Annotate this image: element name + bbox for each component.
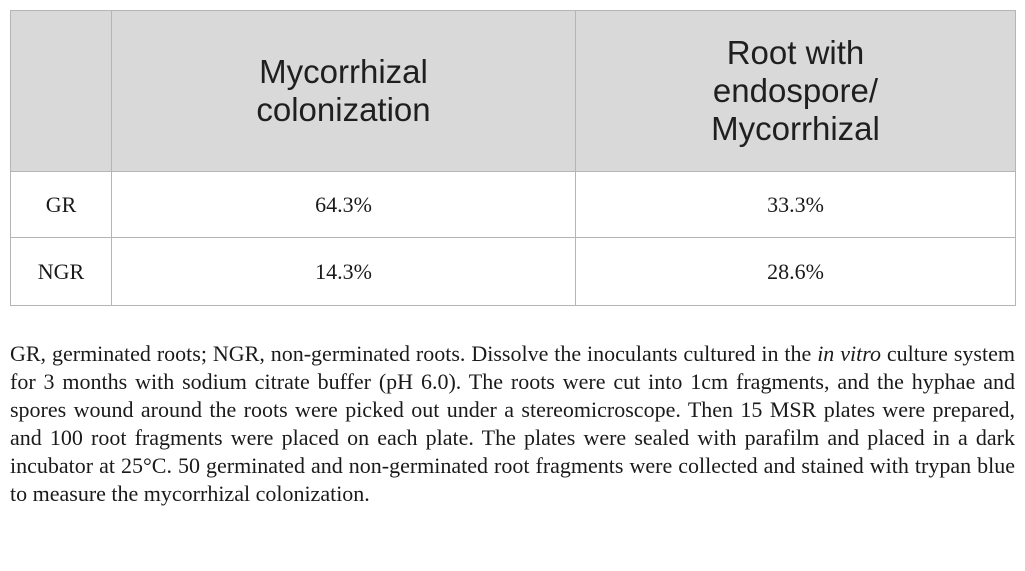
results-table (10, 10, 1016, 306)
footnote-text-part1: GR, germinated roots; NGR, non-germinated roots. Dissolve the inoculants cultured in the (10, 341, 818, 366)
header-label-root-with-endospore: Root with endospore/ Mycorrhizal (711, 34, 880, 147)
header-cell-mycorrhizal-colonization (112, 11, 576, 172)
cell-root-with-endospore: 33.3% (576, 172, 1016, 238)
cell-mycorrhizal-colonization: 64.3% (112, 172, 576, 238)
cell-root-with-endospore: 28.6% (576, 238, 1016, 306)
row-label: GR (11, 172, 112, 238)
cell-mycorrhizal-colonization: 14.3% (112, 238, 576, 306)
table-row (11, 172, 1016, 238)
table-footnote (10, 340, 1015, 509)
footnote-italic-term: in vitro (817, 341, 881, 366)
row-label: NGR (11, 238, 112, 306)
header-label-mycorrhizal-colonization: Mycorrhizal colonization (256, 53, 431, 128)
footnote-text-part2: culture system for 3 months with sodium citrate buffer (pH 6.0). The roots were cut into 1cm fragments, and the hyphae and spores wound around the roots were picked out under a stereomicroscope. Then 15 MSR plates were prepared, and 100 root fragments were placed on each plate. The plates were sealed with parafilm and placed in a dark incubator at 25°C. 50 germinated and non-germinated root fragments were collected and stained with trypan blue to measure the mycorrhizal colonization. (10, 341, 1015, 507)
header-cell-empty (11, 11, 112, 172)
header-cell-root-with-endospore (576, 11, 1016, 172)
table-header-row (11, 11, 1016, 172)
table-row (11, 238, 1016, 306)
